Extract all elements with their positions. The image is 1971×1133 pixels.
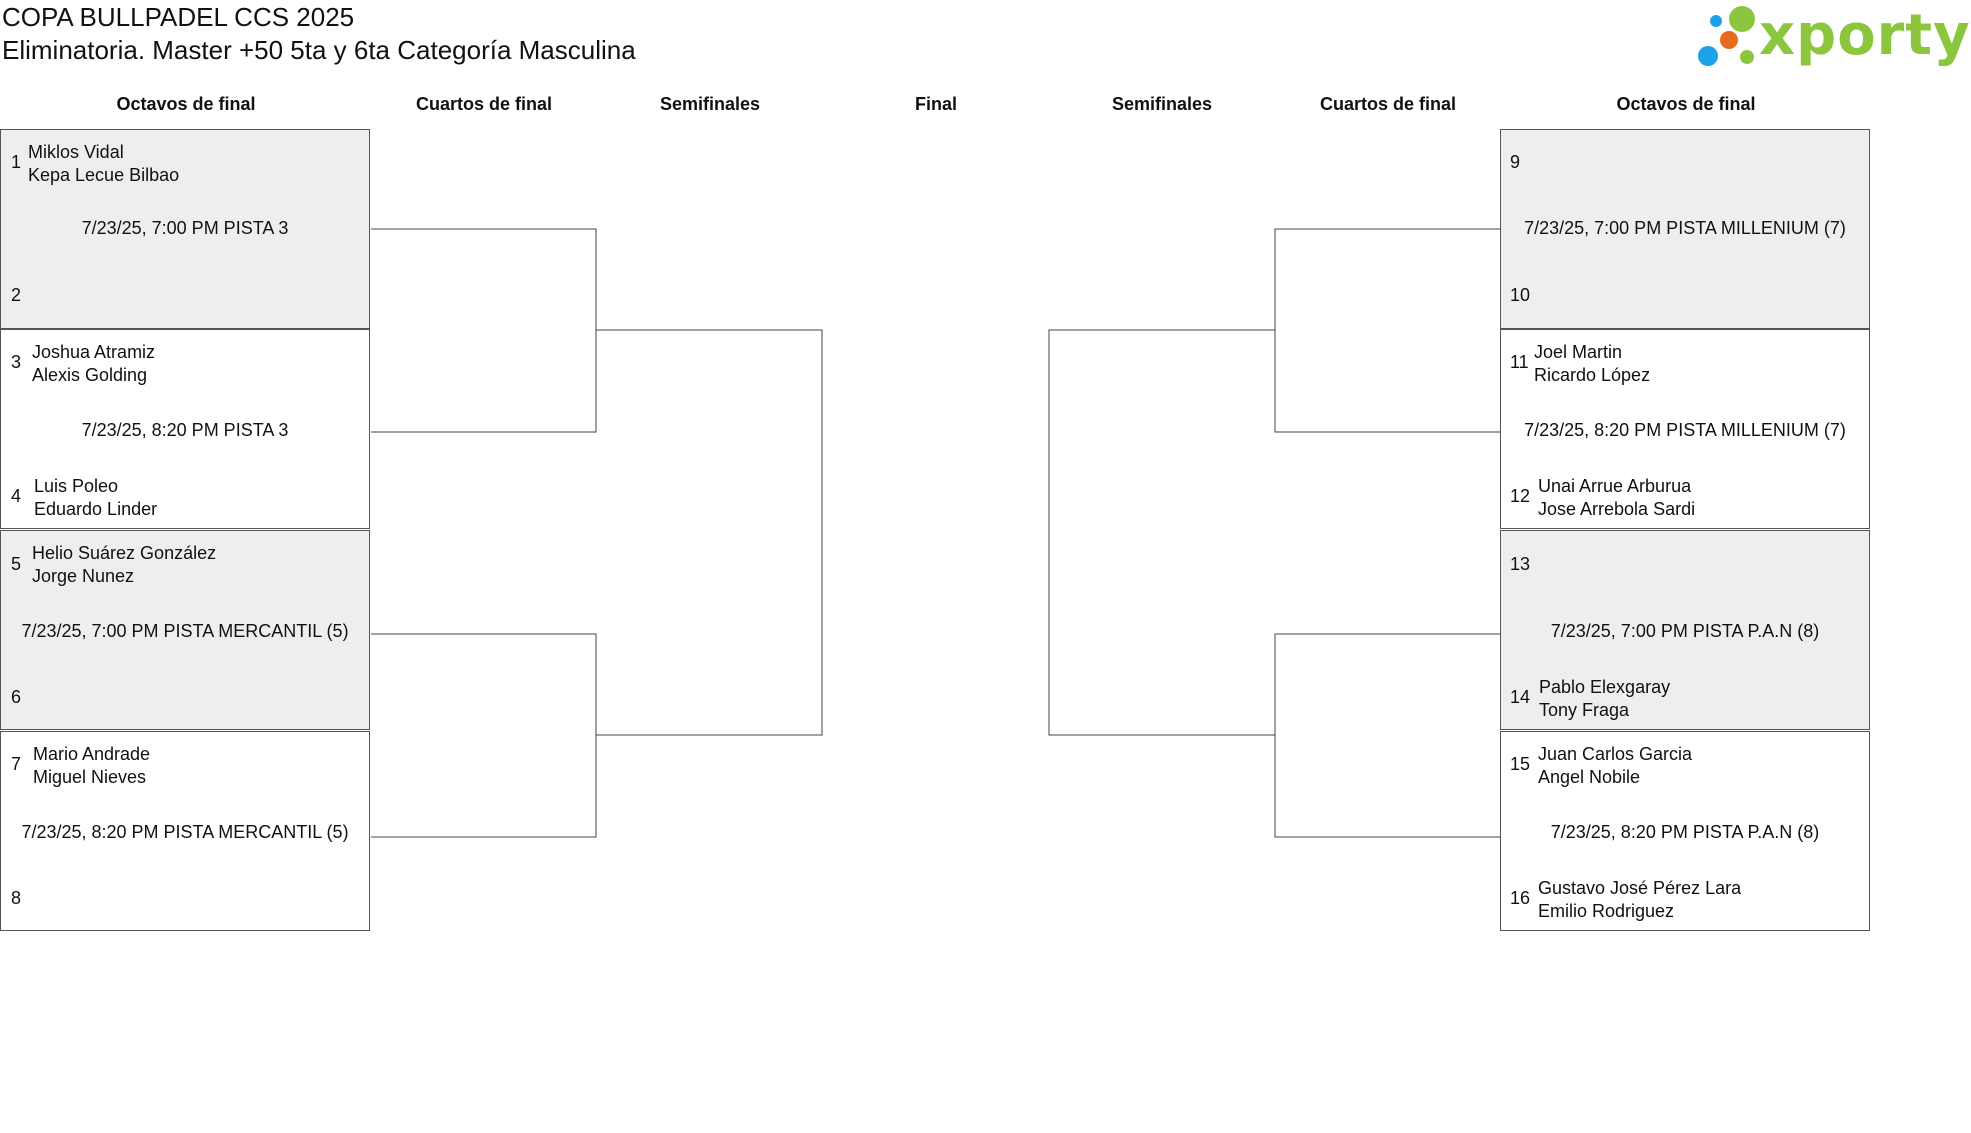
match-schedule: 7/23/25, 7:00 PM PISTA P.A.N (8) <box>1550 621 1820 641</box>
match-schedule: 7/23/25, 8:20 PM PISTA 3 <box>81 420 289 440</box>
player-name: Eduardo Linder <box>34 499 158 519</box>
player-name: Miguel Nieves <box>33 767 147 787</box>
match-box-2[interactable] <box>0 329 370 529</box>
seed-number: 9 <box>1510 152 1521 172</box>
player-name: Tony Fraga <box>1539 700 1630 720</box>
seed-number: 10 <box>1510 285 1531 305</box>
logo-text: xporty <box>1759 3 1971 68</box>
seed-number: 16 <box>1510 888 1531 908</box>
connector-right-qf-2 <box>1275 634 1500 837</box>
player-name: Ricardo López <box>1534 365 1651 385</box>
player-name: Unai Arrue Arburua <box>1538 476 1692 496</box>
player-name: Pablo Elexgaray <box>1539 677 1671 697</box>
match-schedule: 7/23/25, 7:00 PM PISTA MERCANTIL (5) <box>21 621 349 641</box>
seed-number: 5 <box>11 554 22 574</box>
player-name: Luis Poleo <box>34 476 119 496</box>
player-name: Kepa Lecue Bilbao <box>28 165 180 185</box>
round-header-right-octavos: Octavos de final <box>1616 94 1756 114</box>
round-header-right-semis: Semifinales <box>1111 94 1213 114</box>
page-title: COPA BULLPADEL CCS 2025 <box>2 2 355 32</box>
match-schedule: 7/23/25, 8:20 PM PISTA MERCANTIL (5) <box>21 822 349 842</box>
seed-number: 11 <box>1510 352 1529 372</box>
match-box-4[interactable] <box>0 731 370 931</box>
seed-number: 6 <box>11 687 22 707</box>
seed-number: 4 <box>11 486 22 506</box>
connector-left-qf-1 <box>371 229 596 432</box>
connector-right-sf <box>1049 330 1275 735</box>
player-name: Gustavo José Pérez Lara <box>1538 878 1742 898</box>
player-name: Joel Martin <box>1534 342 1623 362</box>
round-header-final: Final <box>914 94 957 114</box>
round-header-left-cuartos: Cuartos de final <box>415 94 553 114</box>
seed-number: 14 <box>1510 687 1531 707</box>
connector-right-qf-1 <box>1275 229 1500 432</box>
match-schedule: 7/23/25, 7:00 PM PISTA 3 <box>81 218 289 238</box>
match-schedule: 7/23/25, 7:00 PM PISTA MILLENIUM (7) <box>1524 218 1846 238</box>
player-name: Jorge Nunez <box>32 566 135 586</box>
round-header-left-octavos: Octavos de final <box>116 94 256 114</box>
match-box-1[interactable] <box>0 129 370 329</box>
connector-left-qf-2 <box>371 634 596 837</box>
player-name: Alexis Golding <box>32 365 148 385</box>
match-schedule: 7/23/25, 8:20 PM PISTA MILLENIUM (7) <box>1524 420 1846 440</box>
page-subtitle: Eliminatoria. Master +50 5ta y 6ta Categoría Masculina <box>2 35 636 65</box>
connector-left-sf <box>596 330 822 735</box>
match-box-9[interactable] <box>1500 129 1870 329</box>
seed-number: 1 <box>11 152 22 172</box>
player-name: Juan Carlos Garcia <box>1538 744 1693 764</box>
player-name: Miklos Vidal <box>28 142 124 162</box>
player-name: Emilio Rodriguez <box>1538 901 1675 921</box>
round-header-left-semis: Semifinales <box>659 94 761 114</box>
seed-number: 13 <box>1510 554 1531 574</box>
seed-number: 3 <box>11 352 22 372</box>
match-box-13[interactable] <box>1500 530 1870 730</box>
match-box-11[interactable] <box>1500 329 1870 529</box>
player-name: Joshua Atramiz <box>32 342 156 362</box>
match-schedule: 7/23/25, 8:20 PM PISTA P.A.N (8) <box>1550 822 1820 842</box>
match-box-3[interactable] <box>0 530 370 730</box>
player-name: Jose Arrebola Sardi <box>1538 499 1696 519</box>
round-header-right-cuartos: Cuartos de final <box>1319 94 1457 114</box>
player-name: Helio Suárez González <box>32 543 217 563</box>
seed-number: 8 <box>11 888 22 908</box>
player-name: Mario Andrade <box>33 744 151 764</box>
seed-number: 7 <box>11 754 22 774</box>
seed-number: 12 <box>1510 486 1531 506</box>
seed-number: 2 <box>11 285 22 305</box>
match-box-15[interactable] <box>1500 731 1870 931</box>
seed-number: 15 <box>1510 754 1531 774</box>
player-name: Angel Nobile <box>1538 767 1641 787</box>
